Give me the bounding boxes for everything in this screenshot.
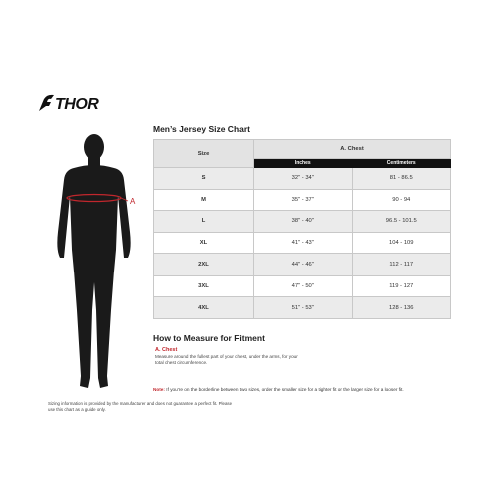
inches-cell: 44" - 46" [254,254,353,276]
table-header-row [154,140,451,159]
thor-logo [38,92,120,114]
size-chart-table [153,139,451,319]
table-row [154,211,451,233]
header-centimeters: Centimeters [352,159,451,168]
cm-cell: 128 - 136 [352,297,451,319]
cm-cell: 104 - 109 [352,232,451,254]
cm-cell: 96.5 - 101.5 [352,211,451,233]
table-row [154,254,451,276]
inches-cell: 47" - 50" [254,275,353,297]
size-cell: S [154,168,254,190]
chest-marker-label: A [130,197,136,206]
inches-cell: 35" - 37" [254,189,353,211]
chart-title: Men’s Jersey Size Chart [153,124,251,134]
measure-title: How to Measure for Fitment [153,333,265,343]
chest-measure-label: A. Chest [155,347,178,353]
cm-cell: 112 - 117 [352,254,451,276]
note-label: Note: [153,387,165,392]
inches-cell: 51" - 53" [254,297,353,319]
table-row [154,275,451,297]
fit-note [153,387,404,392]
size-cell: 4XL [154,297,254,319]
size-cell: 3XL [154,275,254,297]
inches-cell: 41" - 43" [254,232,353,254]
note-text: If you’re on the borderline between two sizes, order the smaller size for a tighter fit or the larger size for a looser fit. [166,387,404,392]
table-row [154,297,451,319]
thor-logo-wordmark: THOR [55,96,99,113]
size-cell: 2XL [154,254,254,276]
chest-measure-description: Measure around the fullest part of your chest, under the arms, for your total chest circumference. [155,354,298,365]
inches-cell: 38" - 40" [254,211,353,233]
cm-cell: 119 - 127 [352,275,451,297]
cm-cell: 81 - 86.5 [352,168,451,190]
table-row [154,189,451,211]
size-cell: XL [154,232,254,254]
silhouette-figure [57,134,130,388]
table-row [154,168,451,190]
table-row [154,232,451,254]
thor-logo-mark [39,95,54,111]
sizing-disclaimer: Sizing information is provided by the manufacturer and does not guarantee a perfect fit. Please use this chart as a guide only. [48,401,233,412]
cm-cell: 90 - 94 [352,189,451,211]
header-inches: Inches [254,159,353,168]
size-cell: M [154,189,254,211]
inches-cell: 32" - 34" [254,168,353,190]
size-cell: L [154,211,254,233]
body-silhouette [44,132,156,394]
header-size: Size [154,140,254,168]
header-chest: A. Chest [254,140,451,159]
